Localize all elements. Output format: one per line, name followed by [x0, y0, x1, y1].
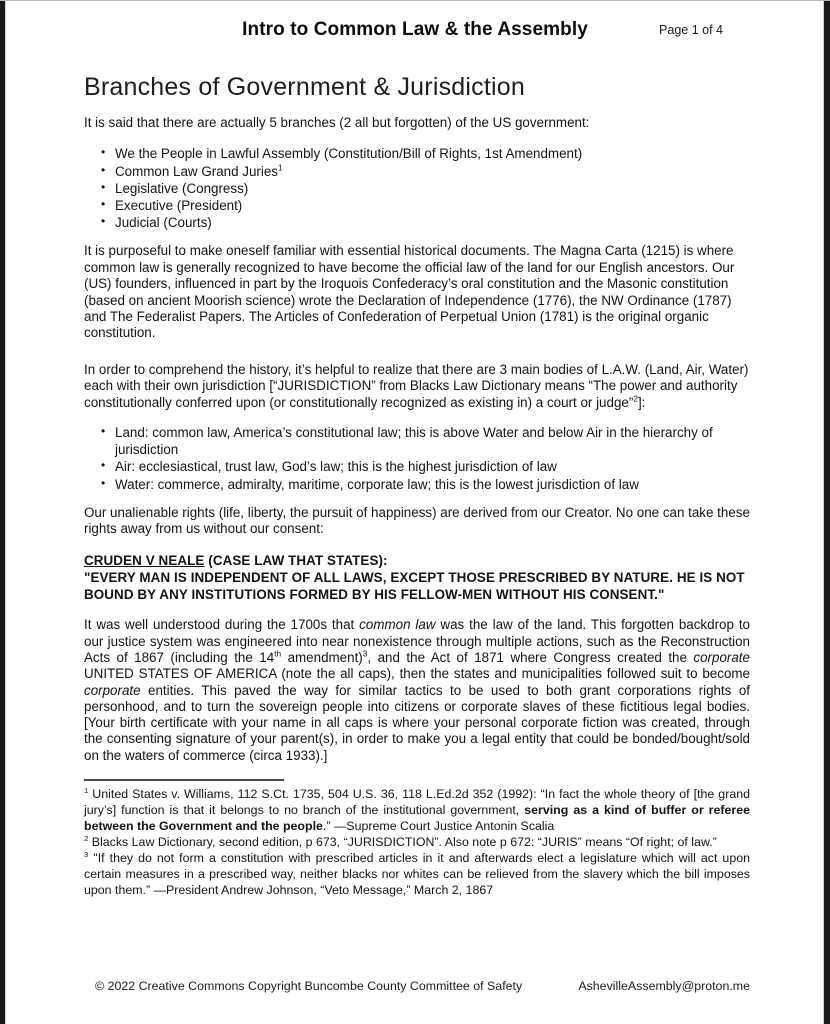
case-name: CRUDEN V NEALE [84, 552, 205, 568]
list-item-text: Land: common law, America’s constitutional law; this is above Water and below Air in the hierarchy of jurisdiction [115, 425, 713, 458]
footnote-3 [84, 850, 750, 898]
footnote-text: Blacks Law Dictionary, second edition, p 673, “JURISDICTION”. Also note p 672: “JURIS” means “Of right; of law.” [88, 834, 717, 849]
footnote-bold-text: serving as a kind of buffer or referee between the Government and the people [84, 802, 751, 833]
law-bodies-list [84, 424, 750, 493]
copyright-text: © 2022 Creative Commons Copyright Buncombe County Committee of Safety [95, 979, 523, 993]
history-text: entities. This paved the way for similar tactics to be used to both grant corporations rights of personhood, and to turn the sovereign people into citizens or corporate slaves of these fictitious legal bodies. [Your birth certificate with your name in all caps is where your personal corporate fiction was created, through the consenting signature of your parent(s), in order to make you a legal entity that could be bonded/bought/sold on the waters of commerce (circa 1933).] [84, 682, 750, 763]
history-text: UNITED STATES OF AMERICA (note the all caps), then the states and municipalities followed suit to become [84, 666, 750, 682]
case-label: (CASE LAW THAT STATES): [204, 552, 388, 568]
bullet-icon: • [101, 197, 106, 212]
footnotes-section [84, 786, 750, 898]
list-item [101, 197, 750, 214]
list-item-text: Air: ecclesiastical, trust law, God’s law; this is the highest jurisdiction of law [115, 459, 557, 475]
footnote-text: .” —Supreme Court Justice Antonin Scalia [322, 818, 555, 833]
branches-list [84, 145, 750, 231]
bullet-icon: • [101, 162, 106, 177]
list-item [101, 458, 750, 475]
history-text: amendment) [281, 649, 363, 665]
list-item [101, 475, 750, 493]
bullet-icon: • [101, 179, 106, 194]
footnote-text: "If they do not form a constitution with prescribed articles in it and afterwards elect a legislature which will act upon certain measures in a prescribed way, neither blacks nor whites can be relieved from the slavery which the bill imposes upon them.” —President Andrew Johnson, “Veto Message,” March 2, 1867 [84, 850, 750, 897]
intro-paragraph: It is said that there are actually 5 branches (2 all but forgotten) of the US government: [84, 115, 590, 130]
list-item-text: Judicial (Courts) [115, 215, 212, 231]
case-quote: "EVERY MAN IS INDEPENDENT OF ALL LAWS, EXCEPT THOSE PRESCRIBED BY NATURE. HE IS NOT BOUND BY ANY INSTITUTIONS FORMED BY HIS FELLOW-MEN WITHOUT HIS CONSENT." [84, 569, 745, 603]
bullet-icon: • [101, 458, 106, 473]
bullet-icon: • [101, 145, 106, 160]
list-item-text: Water: commerce, admiralty, maritime, corporate law; this is the lowest jurisdiction of law [115, 476, 639, 492]
document-header-title: Intro to Common Law & the Assembly [242, 19, 588, 40]
footnote-ref-3: 3 [362, 648, 368, 659]
list-item [101, 214, 750, 231]
footnote-ref-1: 1 [277, 162, 283, 173]
list-item [101, 162, 750, 180]
jurisdiction-text-end: ]: [637, 394, 646, 410]
page-edge-right [824, 0, 830, 1024]
footnote-marker: 2 [84, 833, 89, 843]
history-text: It was well understood during the 1700s that [84, 617, 360, 633]
section-title: Branches of Government & Jurisdiction [84, 73, 525, 101]
footnote-marker: 3 [84, 849, 89, 859]
list-item-text: Executive (President) [115, 198, 243, 214]
case-law-block [84, 552, 750, 604]
footnote-separator [84, 779, 284, 781]
history-text: , and the Act of 1871 where Congress created the [367, 649, 694, 665]
list-item [101, 424, 750, 458]
history-italic: corporate [84, 682, 141, 698]
document-footer [95, 979, 750, 993]
jurisdiction-text: In order to comprehend the history, it’s helpful to realize that there are 3 main bodies of L.A.W. (Land, Air, Water) each with their own jurisdiction [“JURISDICTION” from Blacks Law Dictionary means “The power and authority constitutionally conferred upon (or constitutionally recognized as existing in) a court or judge” [84, 361, 749, 410]
history-italic: common law [359, 617, 436, 633]
footnote-text: United States v. Williams, 112 S.Ct. 1735, 504 U.S. 36, 118 L.Ed.2d 352 (1992): “In fact the whole theory of [the grand jury’s] function is that it belongs to no branch of the institutional government, [84, 786, 750, 817]
bullet-icon: • [101, 475, 106, 490]
unalienable-rights-paragraph: Our unalienable rights (life, liberty, the pursuit of happiness) are derived from our Creator. No one can take these rights away from us without our consent: [84, 504, 750, 537]
history-italic: corporate [693, 649, 750, 665]
page-edge-left [0, 0, 5, 1024]
page-edge-top [0, 0, 830, 1]
footnote-marker: 1 [84, 785, 89, 795]
historical-documents-paragraph: It is purposeful to make oneself familiar with essential historical documents. The Magna Carta (1215) is where common law is generally recognized to have become the official law of the land for our English ancestors. Our (US) founders, influenced in part by the Iroquois Confederacy’s oral constitution and the Masonic constitution (based on ancient Moorish science) wrote the Declaration of Independence (1776), the NW Ordinance (1787) and The Federalist Papers. The Articles of Confederation of Perpetual Union (1781) is the original organic constitution. [84, 243, 735, 341]
list-item-text: Legislative (Congress) [115, 180, 249, 196]
common-law-history-paragraph [84, 617, 750, 764]
document-body [84, 64, 750, 898]
page-number-indicator: Page 1 of 4 [659, 23, 723, 37]
list-item-text: We the People in Lawful Assembly (Constitution/Bill of Rights, 1st Amendment) [115, 146, 583, 162]
bullet-icon: • [101, 424, 106, 439]
jurisdiction-paragraph [84, 362, 750, 411]
footnote-1 [84, 786, 750, 834]
list-item [101, 179, 750, 197]
footnote-ref-2: 2 [633, 393, 638, 404]
contact-email: AshevilleAssembly@proton.me [578, 979, 750, 993]
list-item-text: Common Law Grand Juries [115, 163, 278, 179]
bullet-icon: • [101, 214, 106, 229]
list-item [101, 145, 750, 162]
footnote-2 [84, 834, 750, 850]
ordinal-superscript: th [274, 648, 282, 659]
history-text: was the law of the land. This forgotten backdrop to our justice system was engineered into near nonexistence through multiple actions, such as the Reconstruction Acts of 1867 (including the 14 [84, 617, 750, 665]
